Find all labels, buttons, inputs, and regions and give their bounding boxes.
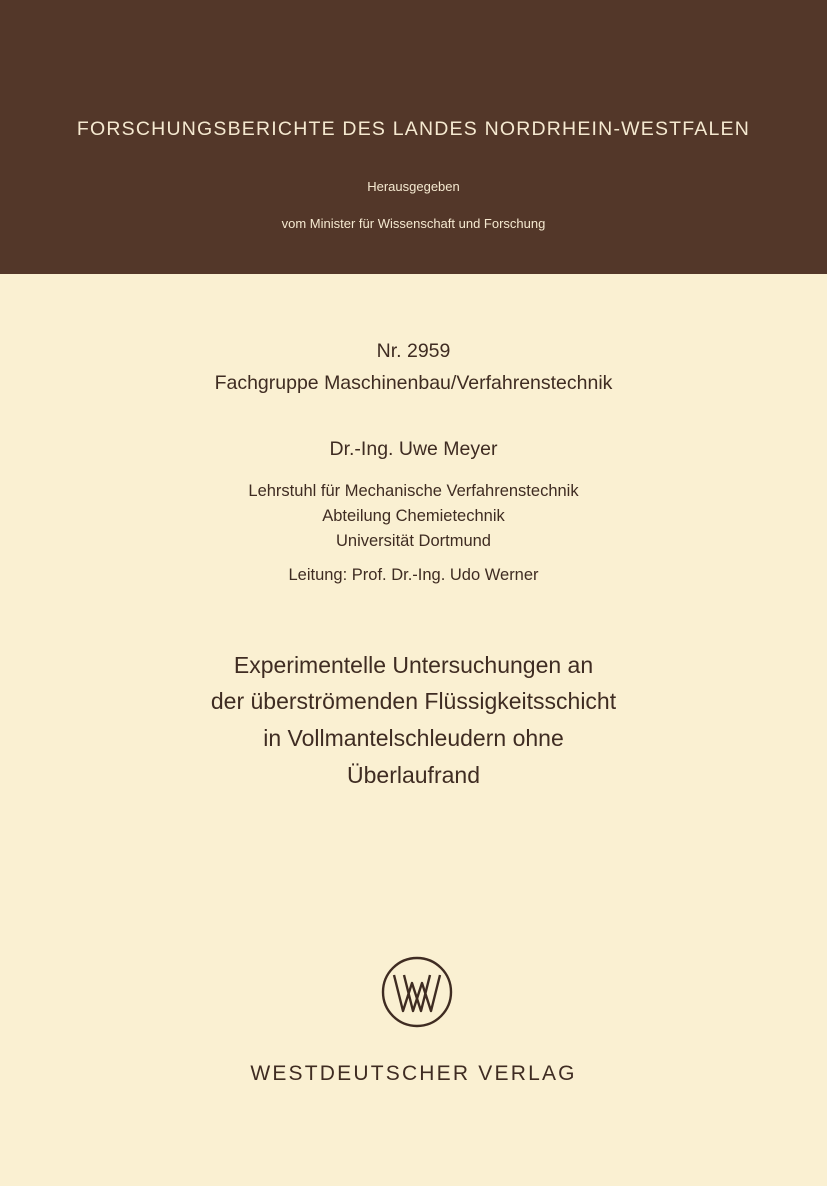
affiliation-university: Universität Dortmund bbox=[336, 532, 491, 550]
affiliation-chair: Lehrstuhl für Mechanische Verfahrenstechnik bbox=[248, 482, 579, 500]
report-number: Nr. 2959 bbox=[376, 340, 451, 362]
book-title-line-4: Überlaufrand bbox=[347, 762, 480, 788]
author-name: Dr.-Ing. Uwe Meyer bbox=[329, 438, 498, 460]
editor-line: vom Minister für Wissenschaft und Forschung bbox=[281, 216, 546, 231]
subject-group: Fachgruppe Maschinenbau/Verfahrenstechnik bbox=[214, 372, 613, 394]
edited-by-label: Herausgegeben bbox=[367, 179, 460, 194]
westdeutscher-verlag-ww-logo-icon bbox=[381, 956, 453, 1028]
leadership-line: Leitung: Prof. Dr.-Ing. Udo Werner bbox=[288, 566, 539, 584]
publisher-name: WESTDEUTSCHER VERLAG bbox=[250, 1062, 577, 1085]
book-title-line-2: der überströmenden Flüssigkeitsschicht bbox=[210, 688, 617, 714]
header-band bbox=[0, 0, 827, 274]
affiliation-department: Abteilung Chemietechnik bbox=[322, 507, 505, 525]
book-title-line-1: Experimentelle Untersuchungen an bbox=[233, 652, 594, 678]
series-title: FORSCHUNGSBERICHTE DES LANDES NORDRHEIN-WESTFALEN bbox=[76, 118, 751, 140]
book-title-line-3: in Vollmantelschleudern ohne bbox=[263, 725, 564, 751]
